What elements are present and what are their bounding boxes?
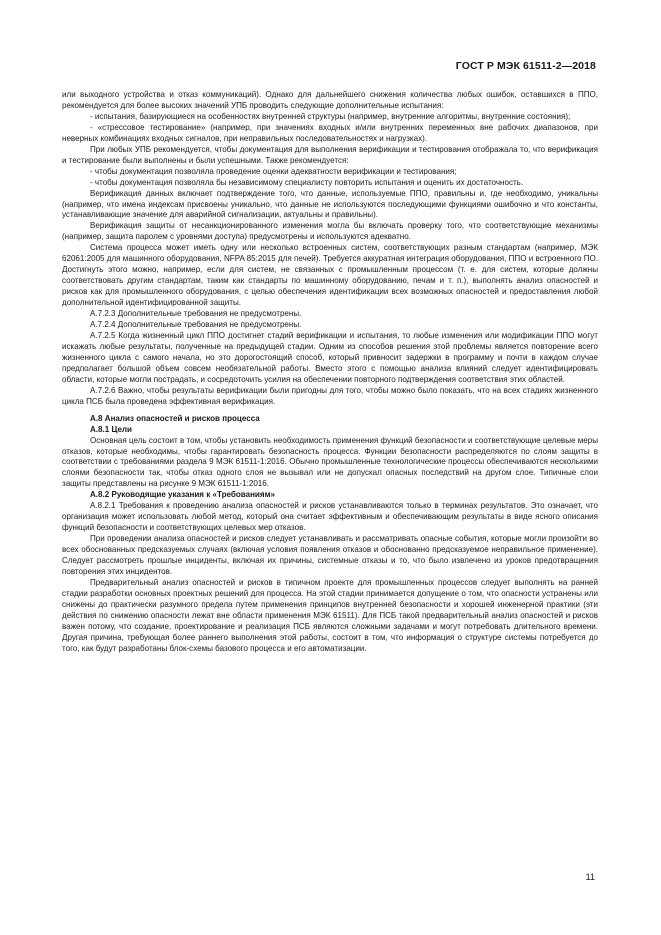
clause-a-7-2-5: А.7.2.5 Когда жизненный цикл ППО достигнет стадий верификации и испытания, то любые изменения или модификации ППО могут искажать любые результаты, полученные на предыдущей стадии. Одним из способов решения этой проблемы является повторение всего жизненного цикла с самого начала, но это дорогостоящий способ, который привносит задержки в программу и почти в каждом случае предполагает большой объем совсем необязательной работы. Вместо этого с помощью анализа влияний следует идентифицировать области, которые могли пострадать, и сосредоточить усилия на обеспечении повторного подтверждения соответствия этих областей.: [62, 330, 598, 384]
page-number: 11: [585, 872, 595, 882]
list-item: - чтобы документация позволяла проведение оценки адекватности верификации и тестирования;: [90, 166, 457, 176]
paragraph: Верификация защиты от несанкционированного изменения могла бы включать проверку того, что соответствующие механизмы (например, защита паролем с уровнями доступа) предусмотрены и используются адекватно.: [62, 221, 598, 242]
document-body: [62, 90, 598, 655]
clause-a-7-2-4: А.7.2.4 Дополнительные требования не предусмотрены.: [90, 320, 302, 330]
list-item: - «стрессовое тестирование» (например, при значениях входных и/или внутренних переменных вне рабочих диапазонов, при неверных комбинациях входных сигналов, при неправильных последовательностях и нагрузках).: [62, 122, 598, 143]
list-item: - испытания, базирующиеся на особенностях внутренней структуры (например, внутренние алгоритмы, внутренние состояния);: [90, 111, 571, 121]
clause-a-8-2-1: А.8.2.1 Требования к проведению анализа опасностей и рисков устанавливаются только в терминах результатов. Это означает, что организация может использовать любой метод, который она считает эффективным и обеспечивающим результаты в виде ясного описания функций безопасности и соответствующих целевых мер отказов.: [62, 501, 598, 533]
paragraph: или выходного устройства и отказ коммуникаций). Однако для дальнейшего снижения количества любых ошибок, оставшихся в ППО, рекомендуется для более высоких значений УПБ проводить следующие дополнительные испытания:: [62, 90, 598, 110]
clause-a-7-2-6: А.7.2.6 Важно, чтобы результаты верификации были пригодны для того, чтобы можно было показать, что на всех стадиях жизненного цикла ПСБ была проведена эффективная верификация.: [62, 385, 598, 406]
paragraph: Предварительный анализ опасностей и рисков в типичном проекте для промышленных процессов следует выполнять на ранней стадии разработки основных проектных решений для процесса. На этой стадии принимается допущение о том, что опасности устранены или снижены до практически разумного предела путем применения принципов внутренней безопасности и хорошей инженерной практики (эти действия по снижению опасности лежат вне области применения МЭК 61511). Для ПСБ такой предварительный анализ опасностей и рисков важен потому, что создание, проектирование и реализация ПСБ являются сложными задачами и могут потребовать длительного времени. Другая причина, требующая более раннего выполнения этой работы, состоит в том, что информация о структуре системы потребуется до того, как будут разработаны блок-схемы базового процесса и его автоматизации.: [62, 577, 598, 653]
section-heading-a-8: А.8 Анализ опасностей и рисков процесса: [90, 413, 260, 423]
paragraph: При проведении анализа опасностей и рисков следует устанавливать и рассматривать опасные события, которые могли произойти во всех обоснованных предсказуемых случаях (включая условия появления отказов и обоснованно предсказуемое неправильное применение). Следует рассмотреть прошлые инциденты, включая их причины, системные отказы и то, что было извлечено из уроков предотвращения повторения этих инцидентов.: [62, 534, 598, 576]
paragraph: При любых УПБ рекомендуется, чтобы документация для выполнения верификации и тестирования отображала то, что верификация и тестирование были выполнены и были успешными. Также рекомендуется:: [62, 144, 598, 165]
standard-header: ГОСТ Р МЭК 61511-2—2018: [455, 60, 596, 72]
subsection-heading-a-8-2: А.8.2 Руководящие указания к «Требованиям»: [90, 490, 275, 500]
subsection-heading-a-8-1: А.8.1 Цели: [90, 424, 132, 434]
clause-a-7-2-3: А.7.2.3 Дополнительные требования не предусмотрены.: [90, 309, 302, 319]
paragraph: Система процесса может иметь одну или несколько встроенных систем, соответствующих разным стандартам (например, МЭК 62061:2005 для машинного оборудования, NFPA 85:2015 для печей). Требуется аккуратная интеграция оборудования, ППО и встроенного ПО. Достигнуть этого можно, например, если для систем, не связанных с промышленным процессом (т. е. для систем, которые должны соответствовать другим стандартам, таким как стандарты по машинному оборудованию, печам и т. п.), выполнять анализ опасностей и рисков как для промышленного оборудования, с целью обеспечения идентификации всех возможных опасностей и предоставления любой дополнительной идентифицированной защиты.: [62, 243, 598, 308]
paragraph: Верификация данных включает подтверждение того, что данные, используемые ППО, правильны и, где необходимо, уникальны (например, что имена индексам присвоены уникально, что данные не используются последующими функциями ошибочно и что константы, устанавливающие значение для аварийной сигнализации, актуальны и правильны).: [62, 188, 598, 220]
list-item: - чтобы документация позволяла бы независимому специалисту повторить испытания и оценить их достаточность.: [90, 177, 524, 187]
paragraph: Основная цель состоит в том, чтобы установить необходимость применения функций безопасности и соответствующие целевые меры отказов, которые необходимы, чтобы гарантировать безопасность процесса. Функции безопасности распределяются по слоям защиты в соответствии с требованиями раздела 9 МЭК 61511-1:2016. Обычно промышленные технологические процессы обеспечиваются несколькими слоями безопасности так, чтобы отказ одного слоя не вызывал или не допускал опасных последствий на другом слое. Типичные слои защиты представлены на рисунке 9 МЭК 61511-1:2016.: [62, 435, 598, 489]
